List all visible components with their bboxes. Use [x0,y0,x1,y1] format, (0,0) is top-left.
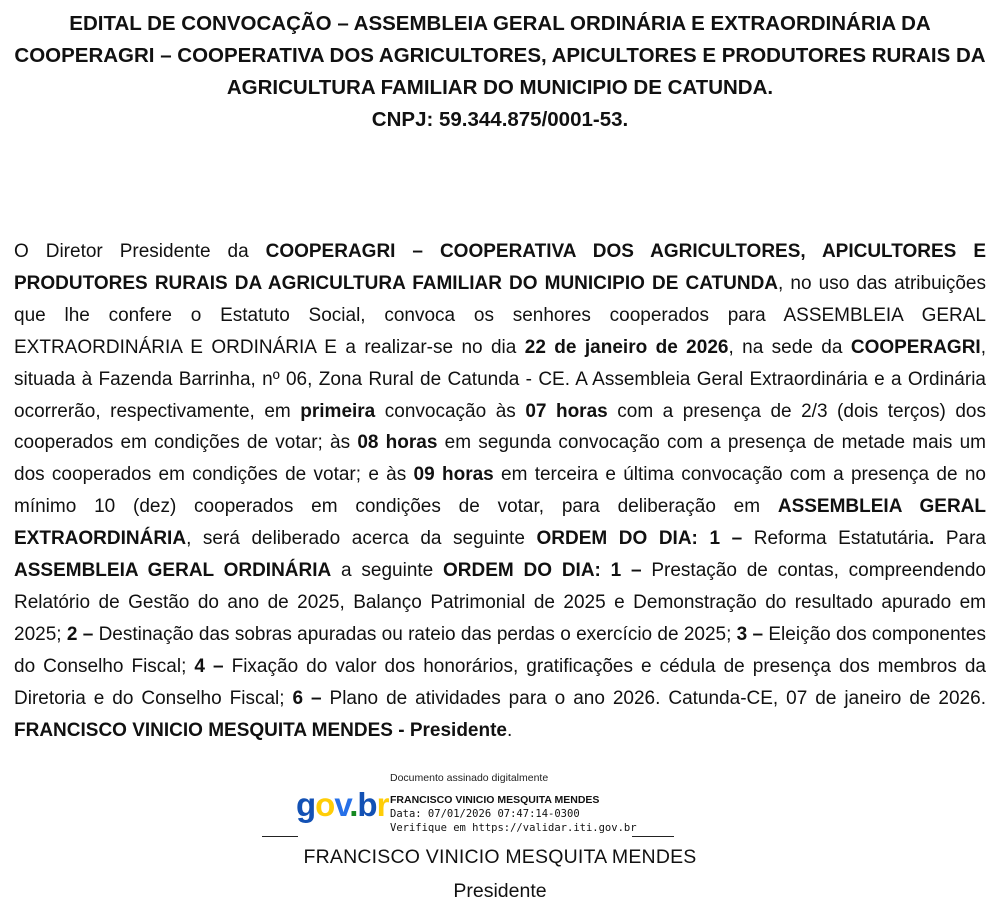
signer-printed-name: FRANCISCO VINICIO MESQUITA MENDES [303,846,697,868]
bold-run: ASSEMBLEIA GERAL EXTRAORDINÁRIA [14,496,986,550]
text-run: Fixação do valor dos honorários, gratificações e cédula de presença dos membros da Diretoria e do Conselho Fiscal; [14,655,986,709]
text-run: , no uso das atribuições que lhe confere o Estatuto Social, convoca os senhores cooperados para ASSEMBLEIA GERAL EXTRAORDINÁRIA E ORDINÁRIA E a realizar-se no dia [14,272,987,358]
bold-run: 4 – [194,655,224,677]
text-run: , na sede da [728,336,851,358]
text-run: em segunda convocação com a presença de metade mais um dos cooperados em condições de votar; e às [14,432,987,486]
bold-run: 08 horas [357,432,438,454]
bold-run: 09 horas [413,464,494,486]
signature-header: Documento assinado digitalmente [390,772,549,784]
text-run: com a presença de 2/3 (dois terços) dos cooperados em condições de votar; às [14,400,986,454]
bold-run: ASSEMBLEIA GERAL ORDINÁRIA [14,560,332,582]
header-cnpj: CNPJ: 59.344.875/0001-53. [371,108,629,131]
text-run: . [507,719,513,741]
govbr-logo: gov.br [296,786,389,823]
text-run: Plano de atividades para o ano 2026. Catunda-CE, 07 de janeiro de 2026. [321,687,986,709]
bold-run: 07 horas [525,400,608,422]
text-run: , será deliberado acerca da seguinte [186,528,537,550]
signature-signer-name: FRANCISCO VINICIO MESQUITA MENDES [390,794,600,806]
text-run: Para [934,528,986,550]
text-run: Reforma Estatutária [742,528,929,550]
text-run: Destinação das sobras apuradas ou rateio das perdas o exercício de 2025; [93,623,737,645]
text-run: em terceira e última convocação com a presença de no mínimo 10 (dez) cooperados em condições de votar, para deliberação em [14,464,986,518]
bold-run: FRANCISCO VINICIO MESQUITA MENDES - Presidente [14,719,507,741]
bold-run: ORDEM DO DIA: 1 – [536,528,743,550]
document-header [12,8,988,136]
text-run: , situada à Fazenda Barrinha, nº 06, Zona Rural de Catunda - CE. A Assembleia Geral Extraordinária e a Ordinária ocorrerão, respectivamente, em [14,336,986,422]
bold-run: COOPERAGRI – COOPERATIVA DOS AGRICULTORES, APICULTORES E PRODUTORES RURAIS DA AGRICULTURA FAMILIAR DO MUNICIPIO DE CATUNDA [14,241,986,294]
bold-run: 6 – [292,687,322,709]
bold-run: ORDEM DO DIA: 1 – [443,560,642,582]
convocation-paragraph [14,236,986,747]
signer-role: Presidente [453,880,547,902]
bold-run: primeira [300,400,376,422]
bold-run: 22 de janeiro de 2026 [524,336,729,358]
bold-run: 2 – [66,623,94,645]
header-title-line-2: COOPERAGRI – COOPERATIVA DOS AGRICULTORES, APICULTORES E PRODUTORES RURAIS DA [14,44,986,67]
signature-verify-link[interactable]: Verifique em https://validar.iti.gov.br [390,822,637,834]
bold-run: COOPERAGRI [850,336,981,358]
header-title-line-1: EDITAL DE CONVOCAÇÃO – ASSEMBLEIA GERAL ORDINÁRIA E EXTRAORDINÁRIA DA [69,12,931,35]
text-run: Prestação de contas, compreendendo Relatório de Gestão do ano de 2025, Balanço Patrimonial de 2025 e Demonstração do resultado apurado em 2025; [14,560,986,645]
bold-run: 3 – [736,623,764,645]
text-run: convocação às [375,400,526,422]
text-run: Eleição dos componentes do Conselho Fiscal; [14,623,986,677]
digital-signature-stamp [296,770,636,842]
bold-run: . [928,528,935,550]
signature-line-left [262,836,298,837]
header-title-line-3: AGRICULTURA FAMILIAR DO MUNICIPIO DE CATUNDA. [226,76,774,99]
text-run: a seguinte [331,560,444,582]
signature-date: Data: 07/01/2026 07:47:14-0300 [390,808,580,820]
text-run: O Diretor Presidente da [14,241,266,262]
signature-line-right [632,836,674,837]
